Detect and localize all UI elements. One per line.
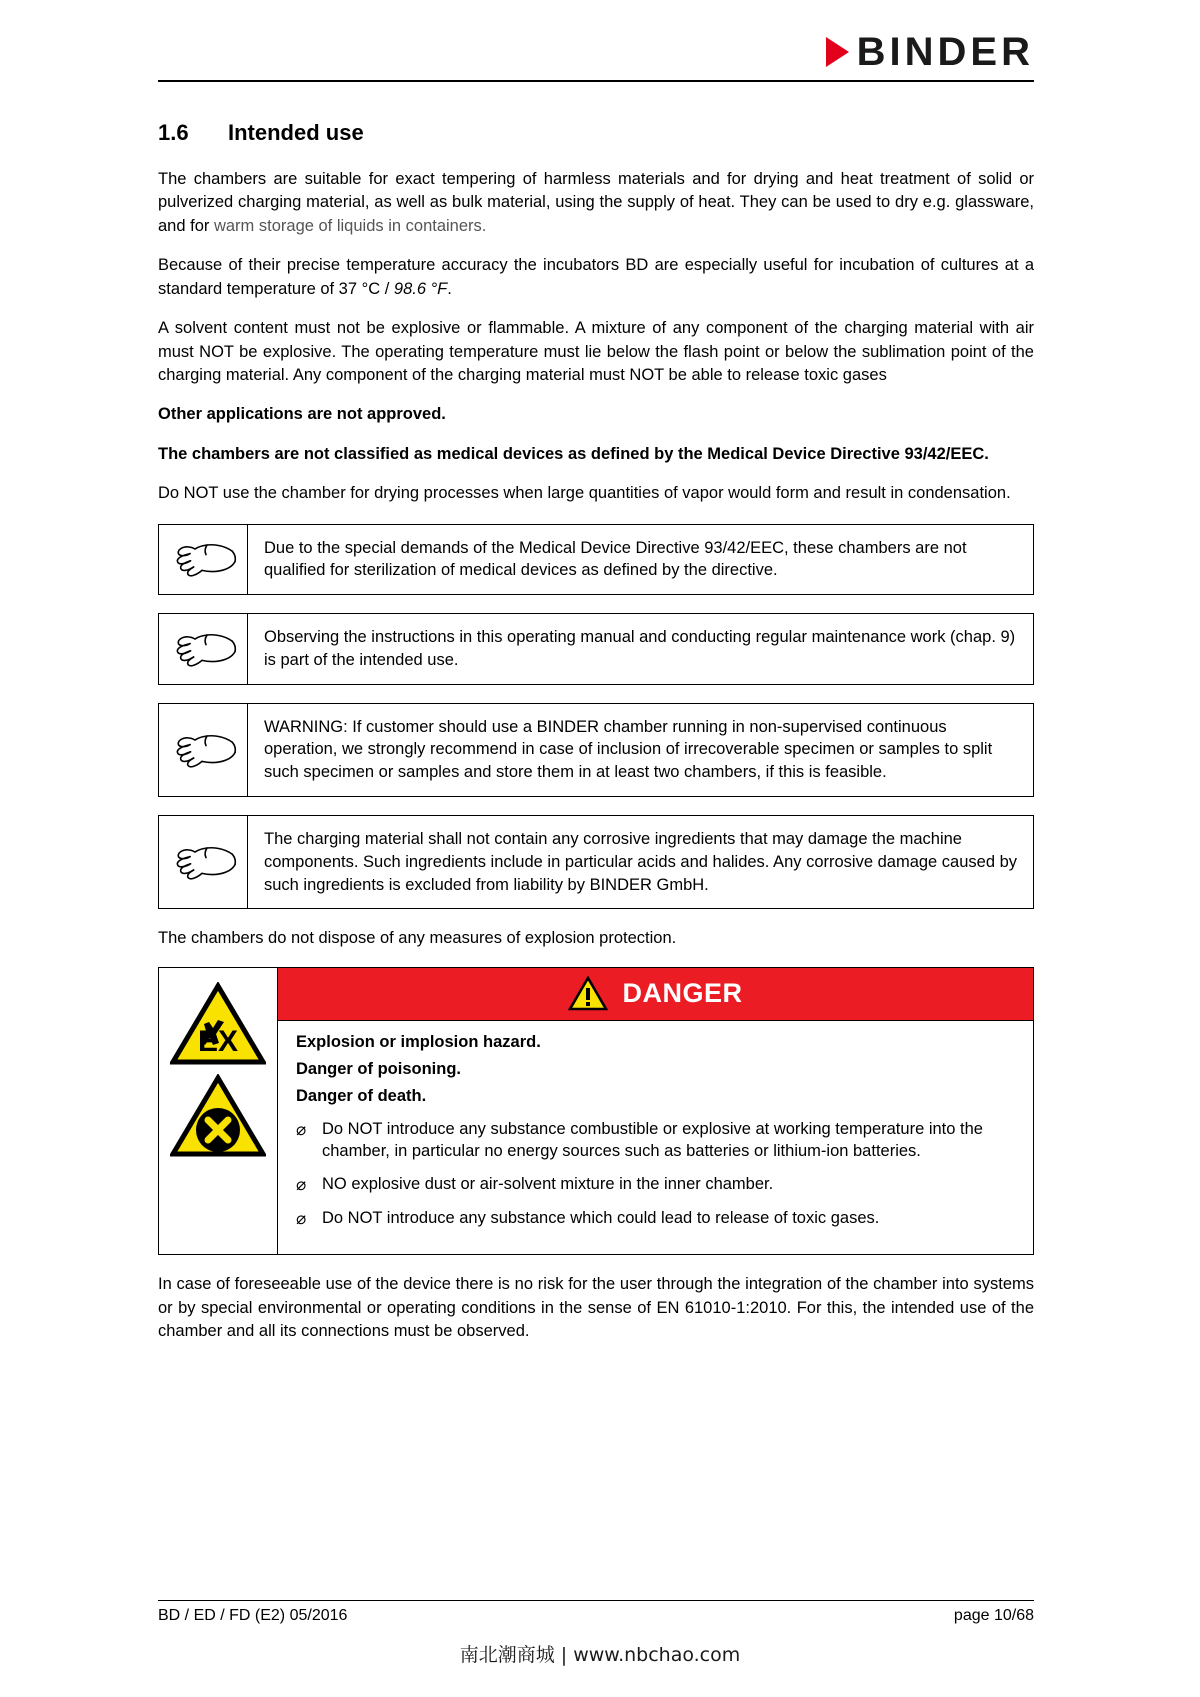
danger-banner [278, 968, 1033, 1021]
pointing-hand-icon [159, 614, 248, 684]
brand-name: BINDER [856, 30, 1034, 74]
page-content [158, 110, 1034, 1359]
list-item-text: Do NOT introduce any substance which could lead to release of toxic gases. [322, 1208, 880, 1227]
note-text: WARNING: If customer should use a BINDER chamber running in non-supervised continuous operation, we strongly recommend in case of inclusion of irrecoverable specimen or samples to split such specimen or samples and store them in at least two chambers, if this is feasible. [264, 717, 993, 782]
pointing-hand-icon [159, 525, 248, 595]
page-title [158, 120, 1034, 146]
paragraph-2-text-a: Because of their precise temperature accuracy the incubators BD are especially useful for incubation of cultures at a standard temperature of 37 °C / [158, 256, 1034, 298]
warning-triangle-icon [568, 976, 608, 1012]
paragraph-2-fahrenheit: 98.6 °F [393, 279, 448, 298]
danger-symbols [159, 968, 278, 1254]
danger-content [278, 968, 1033, 1254]
paragraph-6: Do NOT use the chamber for drying processes when large quantities of vapor would form and result in condensation. [158, 484, 1011, 503]
paragraph-7: The chambers do not dispose of any measures of explosion protection. [158, 929, 677, 948]
paragraph-2-text-c: . [447, 279, 452, 298]
toxic-x-triangle-icon [170, 1074, 266, 1158]
note-box [158, 524, 1034, 596]
footer-page-number: page 10/68 [953, 1607, 1034, 1624]
footer-divider [158, 1600, 1034, 1601]
danger-headline: Explosion or implosion hazard. [296, 1032, 541, 1051]
danger-headline: Danger of death. [296, 1086, 427, 1105]
binder-logo [826, 32, 1034, 72]
section-title: Intended use [228, 120, 364, 145]
paragraph-3: A solvent content must not be explosive or flammable. A mixture of any component of the charging material with air must NOT be explosive. The operating temperature must lie below the flash point or below the sublimation point of the charging material. Any component of the charging material must NOT be able to release toxic gases [158, 319, 1034, 384]
danger-box [158, 967, 1034, 1255]
list-item [296, 1207, 1017, 1230]
ex-label: EX [197, 1024, 239, 1058]
pointing-hand-icon [159, 704, 248, 796]
list-item-text: Do NOT introduce any substance combustible or explosive at working temperature into the chamber, in particular no energy sources such as batteries or lithium-ion batteries. [322, 1119, 983, 1161]
list-item [296, 1118, 1017, 1164]
paragraph-4-bold: Other applications are not approved. [158, 405, 446, 424]
pointing-hand-icon [159, 816, 248, 908]
list-item-text: NO explosive dust or air-solvent mixture in the inner chamber. [322, 1175, 774, 1194]
prohibition-marker-icon: ⌀ [296, 1175, 307, 1195]
note-text: Due to the special demands of the Medical Device Directive 93/42/EEC, these chambers are not qualified for sterilization of medical devices as defined by the directive. [264, 538, 967, 580]
paragraph-1 [158, 168, 1034, 238]
list-item [296, 1173, 1017, 1196]
note-text: Observing the instructions in this operating manual and conducting regular maintenance work (chap. 9) is part of the intended use. [264, 628, 1016, 669]
note-box [158, 815, 1034, 909]
watermark: 南北潮商城 | www.nbchao.com [459, 1644, 741, 1666]
note-box [158, 613, 1034, 685]
prohibition-marker-icon: ⌀ [296, 1208, 307, 1228]
paragraph-8: In case of foreseeable use of the device there is no risk for the user through the integration of the chamber into systems or by special environmental or operating conditions in the sense of EN 61010-1:2010. For this, the intended use of the chamber and all its connections must be observed. [158, 1275, 1034, 1340]
footer-document-code: BD / ED / FD (E2) 05/2016 [158, 1607, 348, 1624]
danger-label: DANGER [622, 978, 743, 1009]
paragraph-1-text-b: warm storage of liquids in containers. [213, 216, 487, 235]
danger-body [278, 1021, 1033, 1254]
note-box [158, 703, 1034, 797]
danger-headline: Danger of poisoning. [296, 1059, 461, 1078]
section-number: 1.6 [158, 120, 189, 145]
paragraph-1-text-a: The chambers are suitable for exact tempering of harmless materials and for drying and heat treatment of solid or pulverized charging material, as well as bulk material, using the supply of heat. They can be used to dry e.g. glassware, and for [158, 170, 1034, 235]
page-footer [158, 1607, 1034, 1625]
red-triangle-play-icon [826, 37, 849, 67]
page-header [158, 22, 1034, 80]
paragraph-5-bold: The chambers are not classified as medical devices as defined by the Medical Device Directive 93/42/EEC. [158, 444, 989, 463]
note-text: The charging material shall not contain any corrosive ingredients that may damage the machine components. Such ingredients include in particular acids and halides. Any corrosive damage caused by such ingredients is excluded from liability by BINDER GmbH. [264, 830, 1018, 894]
prohibition-marker-icon: ⌀ [296, 1119, 307, 1139]
paragraph-2 [158, 254, 1034, 301]
danger-item-list [296, 1118, 1017, 1230]
ex-explosion-triangle-icon [170, 982, 266, 1066]
header-divider [158, 80, 1034, 82]
